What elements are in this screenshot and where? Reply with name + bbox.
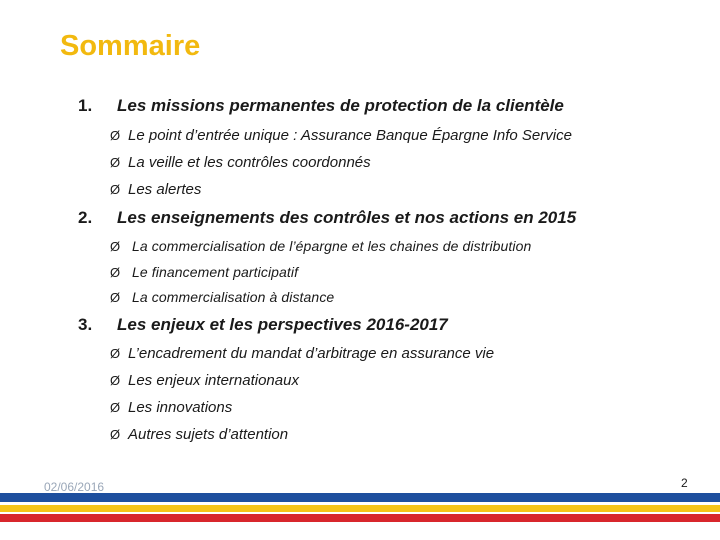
- section-2-heading: [0, 208, 720, 232]
- section-number: 1.: [78, 96, 93, 115]
- list-item: [110, 289, 334, 309]
- arrow-bullet-icon: Ø: [110, 400, 121, 415]
- list-item-text: Autres sujets d’attention: [128, 426, 289, 443]
- list-item: [110, 345, 494, 365]
- section-title: Les enseignements des contrôles et nos actions en 2015: [117, 208, 577, 227]
- section-title: Les enjeux et les perspectives 2016-2017: [117, 315, 448, 334]
- list-item-text: L’encadrement du mandat d’arbitrage en assurance vie: [128, 345, 495, 362]
- yellow-stripe: [0, 505, 720, 512]
- arrow-bullet-icon: Ø: [110, 182, 121, 197]
- list-item-text: La commercialisation à distance: [132, 289, 335, 305]
- list-item-text: Le point d’entrée unique : Assurance Banque Épargne Info Service: [128, 127, 572, 144]
- list-item: [110, 127, 572, 147]
- list-item: [110, 426, 288, 446]
- list-item-text: La veille et les contrôles coordonnés: [128, 154, 371, 171]
- section-3-heading: [0, 315, 720, 339]
- footer-color-bars: [0, 493, 720, 525]
- list-item: [110, 372, 299, 392]
- list-item-text: Les alertes: [128, 181, 202, 198]
- footer-date: 02/06/2016: [44, 480, 105, 494]
- list-item: [110, 264, 298, 284]
- list-item-text: Les enjeux internationaux: [128, 372, 299, 389]
- arrow-bullet-icon: Ø: [110, 290, 121, 305]
- list-item-text: La commercialisation de l’épargne et les chaines de distribution: [132, 238, 532, 254]
- arrow-bullet-icon: Ø: [110, 373, 121, 388]
- list-item-text: Les innovations: [128, 399, 233, 416]
- blue-stripe: [0, 493, 720, 502]
- list-item: [110, 238, 531, 258]
- red-stripe: [0, 514, 720, 522]
- page-number: 2: [681, 476, 688, 490]
- arrow-bullet-icon: Ø: [110, 155, 121, 170]
- section-title: Les missions permanentes de protection de la clientèle: [117, 96, 564, 115]
- list-item: [110, 399, 232, 419]
- arrow-bullet-icon: Ø: [110, 265, 121, 280]
- list-item-text: Le financement participatif: [132, 264, 299, 280]
- arrow-bullet-icon: Ø: [110, 427, 121, 442]
- arrow-bullet-icon: Ø: [110, 128, 121, 143]
- arrow-bullet-icon: Ø: [110, 346, 121, 361]
- list-item: [110, 154, 371, 174]
- section-1-heading: [0, 96, 720, 120]
- list-item: [110, 181, 201, 201]
- slide-title: Sommaire: [60, 30, 201, 62]
- section-number: 3.: [78, 315, 93, 334]
- arrow-bullet-icon: Ø: [110, 239, 121, 254]
- section-number: 2.: [78, 208, 93, 227]
